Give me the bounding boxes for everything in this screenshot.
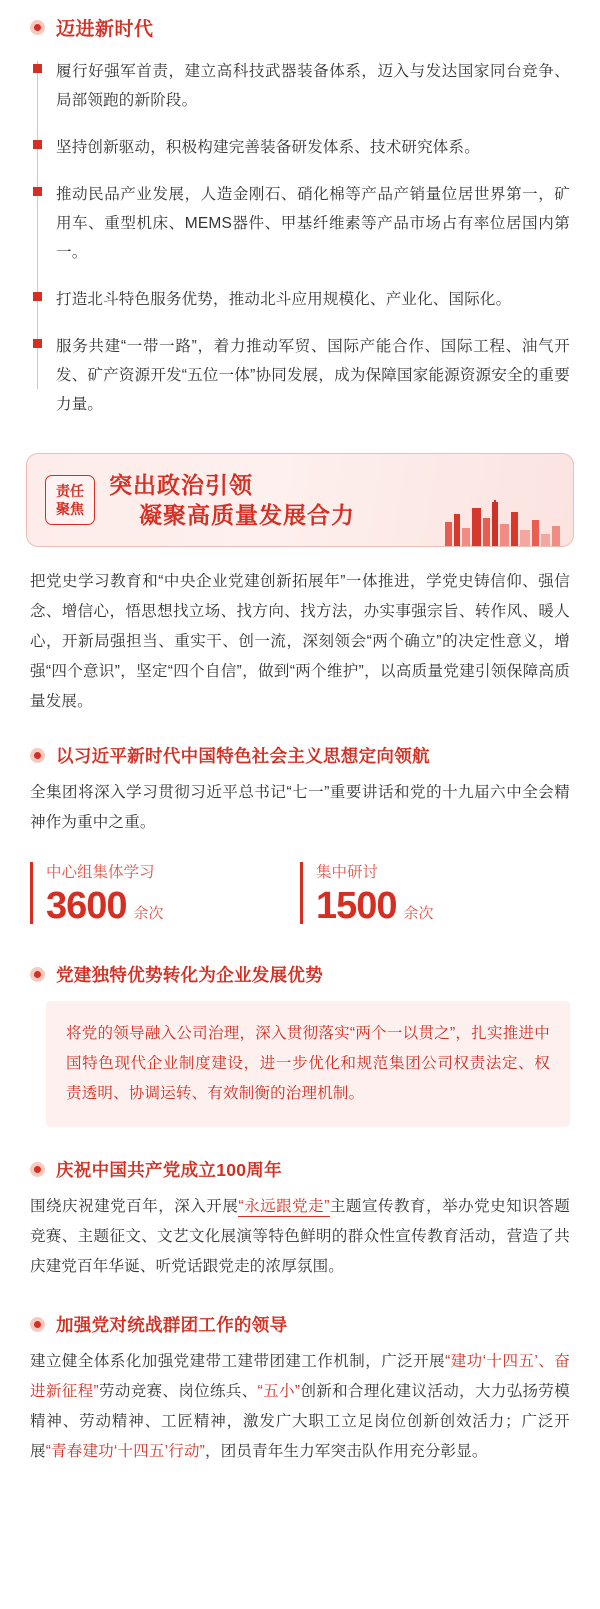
stat-label: 中心组集体学习 (46, 864, 155, 881)
list-item (30, 57, 570, 115)
stat-accent-bar (300, 862, 303, 924)
banner-tag (45, 475, 95, 525)
banner-title-line2: 凝聚高质量发展合力 (139, 502, 355, 528)
stat-unit: 余次 (403, 905, 434, 922)
section-title: 迈进新时代 (56, 19, 154, 40)
timeline-list (30, 57, 570, 419)
bullet-dot-inner-icon (34, 1166, 41, 1173)
list-item (30, 332, 570, 419)
list-item-text: 履行好强军首责，建立高科技武器装备体系，迈入与发达国家同台竞争、局部领跑的新阶段。 (56, 63, 570, 109)
bottom-spacer (0, 1467, 600, 1493)
bullet-dot-inner-icon (34, 971, 41, 978)
banner-title-group (109, 470, 355, 530)
bullet-dot-icon (30, 1317, 45, 1332)
list-item (30, 133, 570, 162)
subheading-title: 加强党对统战群团工作的领导 (56, 1315, 288, 1335)
list-item-text: 打造北斗特色服务优势，推动北斗应用规模化、产业化、国际化。 (56, 291, 512, 308)
uf-highlight-2: “五小” (257, 1383, 301, 1400)
stat-value: 1500 (316, 885, 397, 927)
uf-highlight-3: “青春建功‘十四五’行动” (45, 1443, 206, 1460)
uf-text-1: 建立健全体系化加强党建带工建带团建工作机制，广泛开展 (30, 1353, 446, 1370)
banner-container (26, 453, 574, 547)
navigation-paragraph: 全集团将深入学习贯彻习近平总书记“七一”重要讲话和党的十九届六中全会精神作为重中之重。 (30, 784, 570, 831)
centenary-text-post: 主题宣传教育，举办党史知识答题竞赛、主题征文、文艺文化展演等特色鲜明的群众性宣传教育活动，营造了共庆建党百年华诞、听党话跟党走的浓厚氛围。 (30, 1198, 570, 1275)
list-item-text: 推动民品产业发展，人造金刚石、硝化棉等产品产销量位居世界第一，矿用车、重型机床、MEMS器件、甲基纤维素等产品市场占有率位居国内第一。 (56, 186, 570, 261)
city-skyline-icon (443, 500, 563, 546)
subheading-title: 以习近平新时代中国特色社会主义思想定向领航 (56, 746, 430, 766)
uf-highlight-1: “建功‘十四五’、奋进新征程” (30, 1353, 570, 1400)
bullet-dot-inner-icon (34, 24, 41, 31)
list-item (30, 180, 570, 267)
stat-label: 集中研讨 (316, 864, 379, 881)
square-marker-icon (33, 339, 42, 348)
intro-paragraph: 把党史学习教育和“中央企业党建创新拓展年”一体推进，学党史铸信仰、强信念、增信心，悟思想找立场、找方向、找方法，办实事强宗旨、转作风、暖人心，开新局强担当、重实干、创一流，深刻领会“两个确立”的决定性意义，增强“四个意识”，坚定“四个自信”，做到“两个维护”，以高质量党建引领保障高质量发展。 (30, 573, 570, 710)
uf-text-4: ，团员青年生力军突击队作用充分彰显。 (205, 1443, 488, 1460)
stat-value: 3600 (46, 885, 127, 927)
bullet-dot-icon (30, 748, 45, 763)
list-item-text: 服务共建“一带一路”，着力推动军贸、国际产能合作、国际工程、油气开发、矿产资源开发“五位一体”协同发展，成为保障国家能源资源安全的重要力量。 (56, 338, 570, 413)
bullet-dot-icon (30, 20, 45, 35)
stat-accent-bar (30, 862, 33, 924)
stat-value-row (46, 884, 300, 928)
bullet-dot-inner-icon (34, 752, 41, 759)
uf-text-3: 创新和合理化建议活动，大力弘扬劳模精神、劳动精神、工匠精神，激发广大职工立足岗位创新创效活力；广泛开展 (30, 1383, 570, 1460)
square-marker-icon (33, 64, 42, 73)
united-front-paragraph (30, 1347, 570, 1467)
section-heading-new-era (30, 14, 570, 41)
subheading-united-front (30, 1312, 570, 1337)
stat-unit: 余次 (133, 905, 164, 922)
banner-title-line1: 突出政治引领 (109, 472, 253, 498)
stats-row (30, 860, 570, 928)
stat-card (300, 860, 570, 928)
subheading-centenary (30, 1157, 570, 1182)
bullet-dot-icon (30, 1162, 45, 1177)
subheading-title: 党建独特优势转化为企业发展优势 (56, 965, 323, 985)
list-item-text: 坚持创新驱动，积极构建完善装备研发体系、技术研究体系。 (56, 139, 480, 156)
list-item (30, 285, 570, 314)
square-marker-icon (33, 292, 42, 301)
advantage-quote-box: 将党的领导融入公司治理，深入贯彻落实“两个一以贯之”，扎实推进中国特色现代企业制度建设，进一步优化和规范集团公司权责法定、权责透明、协调运转、有效制衡的治理机制。 (46, 1001, 570, 1127)
subheading-advantage (30, 962, 570, 987)
centenary-text-pre: 围绕庆祝建党百年，深入开展 (30, 1198, 239, 1215)
section-new-era (0, 0, 600, 419)
stat-card (30, 860, 300, 928)
uf-text-2: 劳动竞赛、岗位练兵、 (98, 1383, 258, 1400)
square-marker-icon (33, 140, 42, 149)
bullet-dot-icon (30, 967, 45, 982)
subheading-navigation (30, 743, 570, 768)
responsibility-focus-banner (26, 453, 574, 547)
centenary-text-highlight: “永远跟党走” (238, 1198, 330, 1215)
banner-tag-line1: 责任 (56, 483, 84, 499)
subheading-title: 庆祝中国共产党成立100周年 (56, 1160, 282, 1180)
square-marker-icon (33, 187, 42, 196)
centenary-paragraph (30, 1192, 570, 1282)
stat-value-row (316, 884, 570, 928)
banner-tag-line2: 聚焦 (56, 501, 84, 517)
bullet-dot-inner-icon (34, 1321, 41, 1328)
